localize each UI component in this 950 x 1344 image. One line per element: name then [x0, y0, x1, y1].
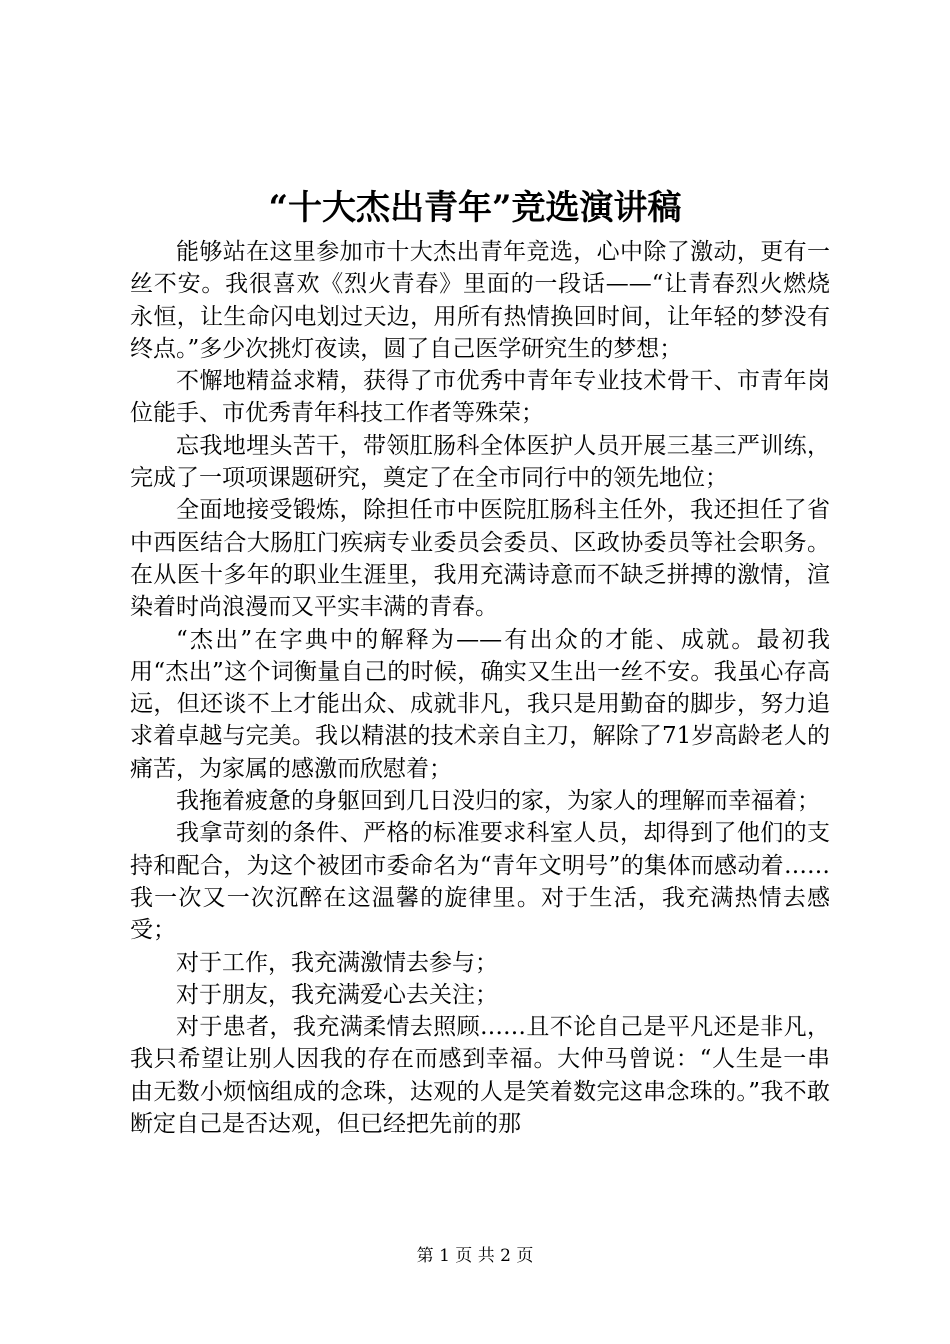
paragraph-10: 对于患者，我充满柔情去照顾……且不论自己是平凡还是非凡，我只希望让别人因我的存在而感到幸福。大仲马曾说：“人生是一串由无数小烦恼组成的念珠，达观的人是笑着数完这串念珠的。”我不敢断定自己是否达观，但已经把先前的那 — [130, 1014, 830, 1138]
document-body — [130, 236, 830, 1140]
paragraph-2: 不懈地精益求精，获得了市优秀中青年专业技术骨干、市青年岗位能手、市优秀青年科技工作者等殊荣； — [130, 368, 830, 427]
paragraph-8: 对于工作，我充满激情去参与； — [176, 949, 498, 976]
paragraph-5: “杰出”在字典中的解释为——有出众的才能、成就。最初我用“杰出”这个词衡量自己的时候，确实又生出一丝不安。我虽心存高远，但还谈不上才能出众、成就非凡，我只是用勤奋的脚步，努力追求着卓越与完美。我以精湛的技术亲自主刀，解除了71岁高龄老人的痛苦，为家属的感激而欣慰着； — [130, 626, 830, 782]
paragraph-1: 能够站在这里参加市十大杰出青年竞选，心中除了激动，更有一丝不安。我很喜欢《烈火青春》里面的一段话——“让青春烈火燃烧永恒，让生命闪电划过天边，用所有热情换回时间，让年轻的梦没有终点。”多少次挑灯夜读，圆了自己医学研究生的梦想； — [130, 239, 830, 362]
paragraph-4: 全面地接受锻炼，除担任市中医院肛肠科主任外，我还担任了省中西医结合大肠肛门疾病专业委员会委员、区政协委员等社会职务。在从医十多年的职业生涯里，我用充满诗意而不缺乏拼搏的激情，渲染着时尚浪漫而又平实丰满的青春。 — [130, 497, 830, 621]
document-title: “十大杰出青年”竞选演讲稿 — [268, 188, 682, 228]
paragraph-9: 对于朋友，我充满爱心去关注； — [176, 981, 498, 1008]
page-number-footer: 第 1 页 共 2 页 — [416, 1246, 534, 1266]
paragraph-6: 我拖着疲惫的身躯回到几日没归的家，为家人的理解而幸福着； — [176, 788, 820, 815]
paragraph-7: 我拿苛刻的条件、严格的标准要求科室人员，却得到了他们的支持和配合，为这个被团市委命名为“青年文明号”的集体而感动着……我一次又一次沉醉在这温馨的旋律里。对于生活，我充满热情去感受； — [130, 820, 830, 944]
paragraph-3: 忘我地埋头苦干，带领肛肠科全体医护人员开展三基三严训练，完成了一项项课题研究，奠定了在全市同行中的领先地位； — [130, 432, 830, 492]
